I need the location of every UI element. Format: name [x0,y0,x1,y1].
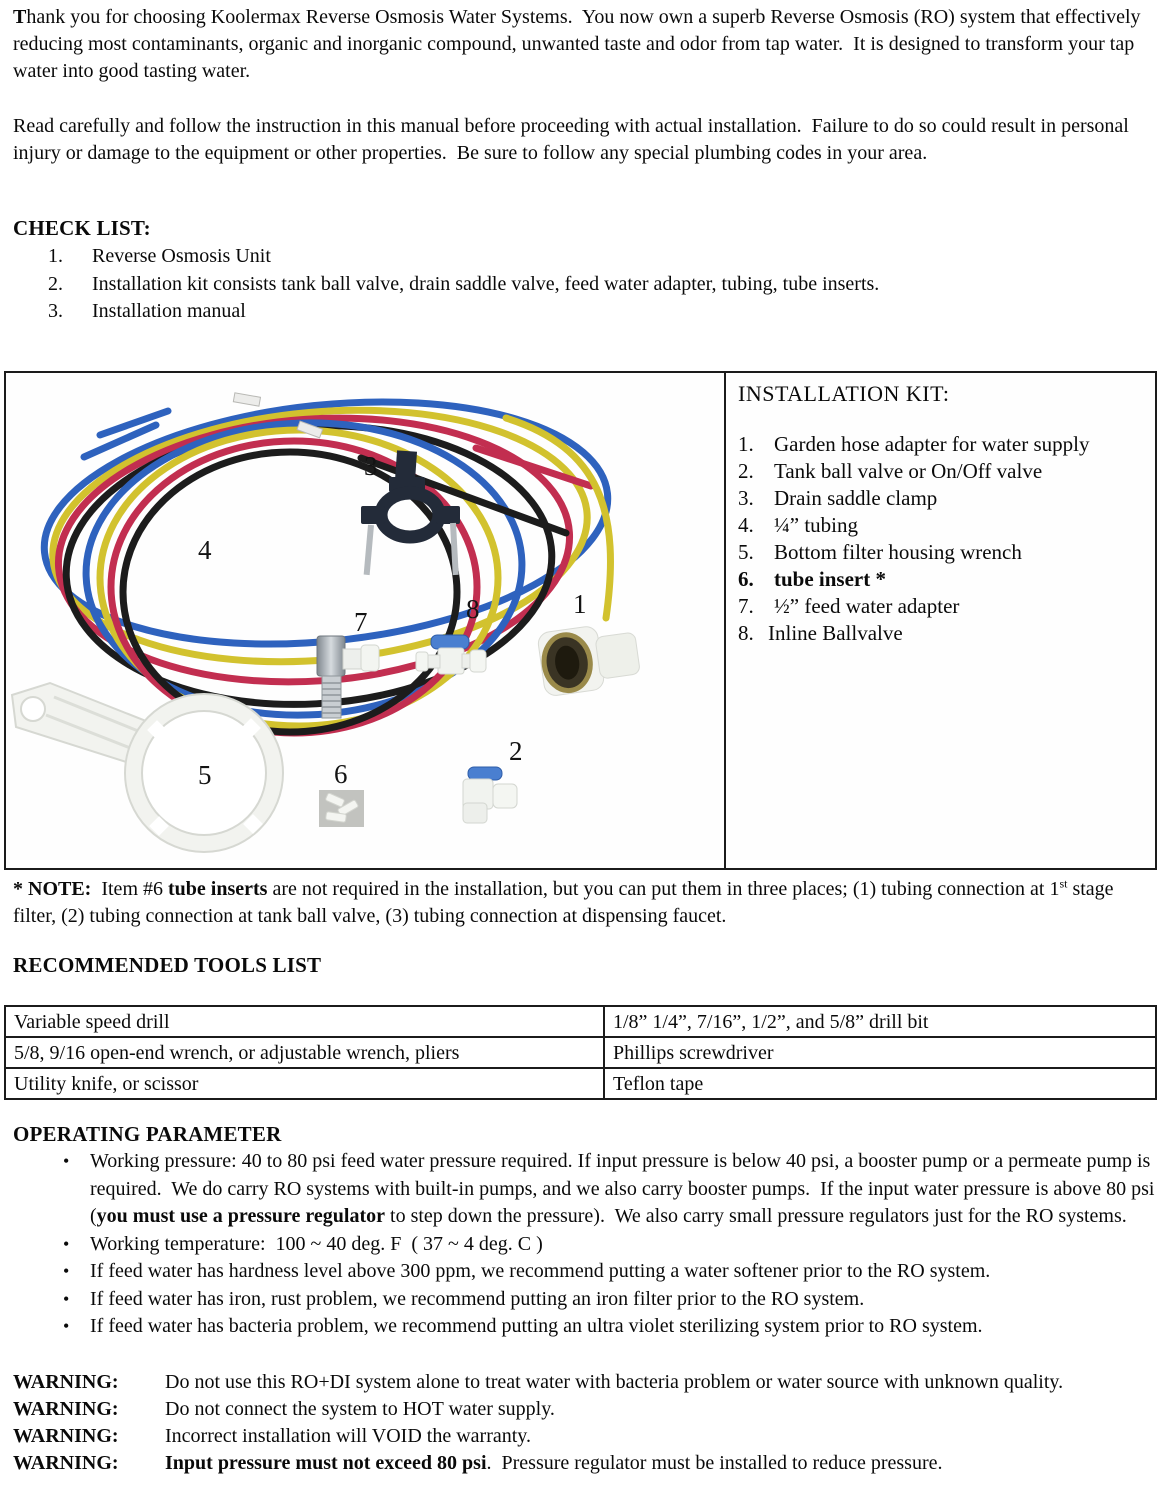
bullet-marker: • [63,1288,70,1309]
part-label-3: 3 [364,451,378,481]
intro-paragraph-2-text: Read carefully and follow the instruction in this manual before proceeding with actual installation. Failure to do so could result in personal injury or damage to the equipment or other properties. Be sure to follow any special plumbing codes in your area. [13,115,1134,164]
warning-text-segment: Do not use this RO+DI system alone to treat water with bacteria problem or water source with unknown quality. [165,1371,1064,1393]
warning-row [13,1396,1155,1423]
operating-heading: OPERATING PARAMETER [13,1122,282,1146]
warning-bold-text: Input pressure must not exceed 80 psi [165,1452,487,1474]
bullet-text [90,1148,1160,1231]
tube-inserts-graphic [319,790,364,827]
check-list-heading: CHECK LIST: [13,216,151,240]
filter-wrench-graphic [12,683,283,852]
kit-item-number: 8. [738,621,754,645]
note-bold-text: tube inserts [168,878,268,900]
warning-text-segment: Incorrect installation will VOID the warranty. [165,1425,531,1447]
check-list-item-number: 2. [48,272,63,295]
bullet-marker: • [63,1233,70,1254]
kit-item-text: Tank ball valve or On/Off valve [774,459,1043,483]
check-list-item [48,298,1148,326]
kit-item [738,539,1155,566]
kit-item [738,593,1155,620]
bullet-marker: • [63,1151,70,1171]
kit-item-text: tube insert * [774,567,886,591]
kit-photo [6,373,720,868]
tools-cell: Teflon tape [604,1068,1156,1099]
tools-table-row [5,1006,1156,1037]
installation-kit-list [738,431,1155,647]
part-label-2: 2 [509,736,523,766]
wrench-hex-hole [21,697,45,721]
warning-row [13,1369,1155,1396]
warning-text-segment: . Pressure regulator must be installed to reduce pressure. [486,1452,943,1474]
check-list-item-number: 3. [48,300,63,322]
bullet-item [13,1258,1155,1286]
kit-photo-panel [6,373,726,868]
installation-kit-panel [726,373,1155,868]
note-paragraph [13,876,1153,930]
part-label-1: 1 [573,589,587,619]
kit-item-number: 2. [738,459,754,483]
note-text: are not required in the installation, but you can put them in three places; (1) tubing connection at 1 [267,878,1060,900]
kit-item-number: 7. [738,594,754,618]
bullet-item [13,1148,1160,1231]
bullet-text: If feed water has bacteria problem, we recommend putting an ultra violet sterilizing system prior to RO system. [90,1315,983,1337]
bullet-text: If feed water has hardness level above 300 ppm, we recommend putting a water softener prior to the RO system. [90,1260,991,1282]
part-label-4: 4 [198,535,212,565]
kit-item-text: ¼” tubing [774,513,858,537]
warning-text [165,1423,1155,1450]
bullet-bold-text: you must use a pressure regulator [96,1205,386,1227]
warning-label: WARNING: [13,1452,119,1474]
tools-cell: Phillips screwdriver [604,1037,1156,1068]
kit-item-text: Bottom filter housing wrench [774,540,1022,564]
bullet-text-segment: Working pressure: 40 to 80 psi feed water pressure required. If input pressure is below 40 psi, a booster pump or a permeate pump is required. We do carry RO systems with built-in pumps, and we also carry booster pumps. If the input water pressure is above 80 psi ( [90,1150,1160,1227]
clamp-bolt [364,525,374,575]
tools-heading: RECOMMENDED TOOLS LIST [13,953,322,977]
intro-paragraph-1 [13,4,1153,85]
tools-cell: 1/8” 1/4”, 7/16”, 1/2”, and 5/8” drill bit [604,1006,1156,1037]
operating-bullets [13,1148,1160,1341]
tools-table [4,1005,1157,1100]
warning-text [165,1396,1155,1423]
installation-kit-heading: INSTALLATION KIT: [738,381,950,406]
check-list [48,243,1148,326]
bullet-text: Working temperature: 100 ~ 40 deg. F ( 37 ~ 4 deg. C ) [90,1232,543,1255]
kit-item-number: 4. [738,513,754,537]
warning-label: WARNING: [13,1425,119,1447]
tools-table-row [5,1037,1156,1068]
kit-item-number: 1. [738,432,754,456]
warning-text [165,1369,1155,1396]
check-list-item-number: 1. [48,245,63,267]
part-label-8: 8 [466,594,480,624]
kit-item-text: Drain saddle clamp [774,486,938,510]
kit-item-number: 3. [738,486,754,510]
part-label-5: 5 [198,760,212,790]
warning-label: WARNING: [13,1398,119,1420]
tools-cell: 5/8, 9/16 open-end wrench, or adjustable wrench, pliers [5,1037,604,1068]
kit-item [738,458,1155,485]
cable-tie [233,393,260,406]
bullet-item [13,1231,1155,1259]
garden-hose-adapter-graphic [537,620,642,697]
warnings-section [13,1369,1155,1477]
bullet-text: If feed water has iron, rust problem, we recommend putting an iron filter prior to the RO system. [90,1287,865,1310]
kit-item [738,620,1155,647]
kit-item [738,485,1155,512]
check-list-item-text: Installation manual [92,300,246,322]
tools-cell: Utility knife, or scissor [5,1068,604,1099]
bullet-item [13,1286,1155,1314]
warning-label: WARNING: [13,1371,119,1393]
tools-cell: Variable speed drill [5,1006,604,1037]
figure-box [4,371,1157,870]
part-label-6: 6 [334,759,348,789]
tank-ball-valve-graphic [463,767,517,823]
bullet-marker: • [63,1316,70,1336]
kit-item-text: Garden hose adapter for water supply [774,432,1090,456]
bullet-text-segment: to step down the pressure). We also carry small pressure regulators just for the RO systems. [385,1205,1127,1227]
bullet-item [13,1313,1155,1341]
warning-row [13,1450,1155,1477]
kit-item [738,431,1155,458]
kit-item [738,512,1155,539]
part-label-7: 7 [354,607,368,637]
tools-table-row [5,1068,1156,1099]
check-list-item [48,271,1148,299]
intro-paragraph-1-text: hank you for choosing Koolermax Reverse Osmosis Water Systems. You now own a superb Reverse Osmosis (RO) system that effectively reducing most contaminants, organic and inorganic compound, unwanted taste and odor from tap water. It is designed to transform your tap water into good tasting water. [13,6,1146,82]
kit-item-number: 5. [738,540,754,564]
note-text: stage filter, (2) tubing connection at tank ball valve, (3) tubing connection at dispensing faucet. [13,878,1119,927]
note-text: Item #6 [91,878,168,900]
kit-item [738,566,1155,593]
intro-paragraph-2 [13,113,1153,167]
warning-text [165,1450,1155,1477]
note-superscript: st [1059,876,1068,891]
warning-text-segment: Do not connect the system to HOT water supply. [165,1398,555,1420]
check-list-item [48,243,1148,271]
bullet-marker: • [63,1261,70,1281]
check-list-item-text: Reverse Osmosis Unit [92,245,271,267]
warning-row [13,1423,1155,1450]
kit-item-number: 6. [738,567,754,591]
kit-item-text: ½” feed water adapter [774,594,960,618]
check-list-item-text: Installation kit consists tank ball valve, drain saddle valve, feed water adapter, tubing, tube inserts. [92,272,880,295]
kit-item-text: Inline Ballvalve [768,621,903,645]
intro-dropcap: T [13,6,27,28]
note-label: * NOTE: [13,878,92,900]
